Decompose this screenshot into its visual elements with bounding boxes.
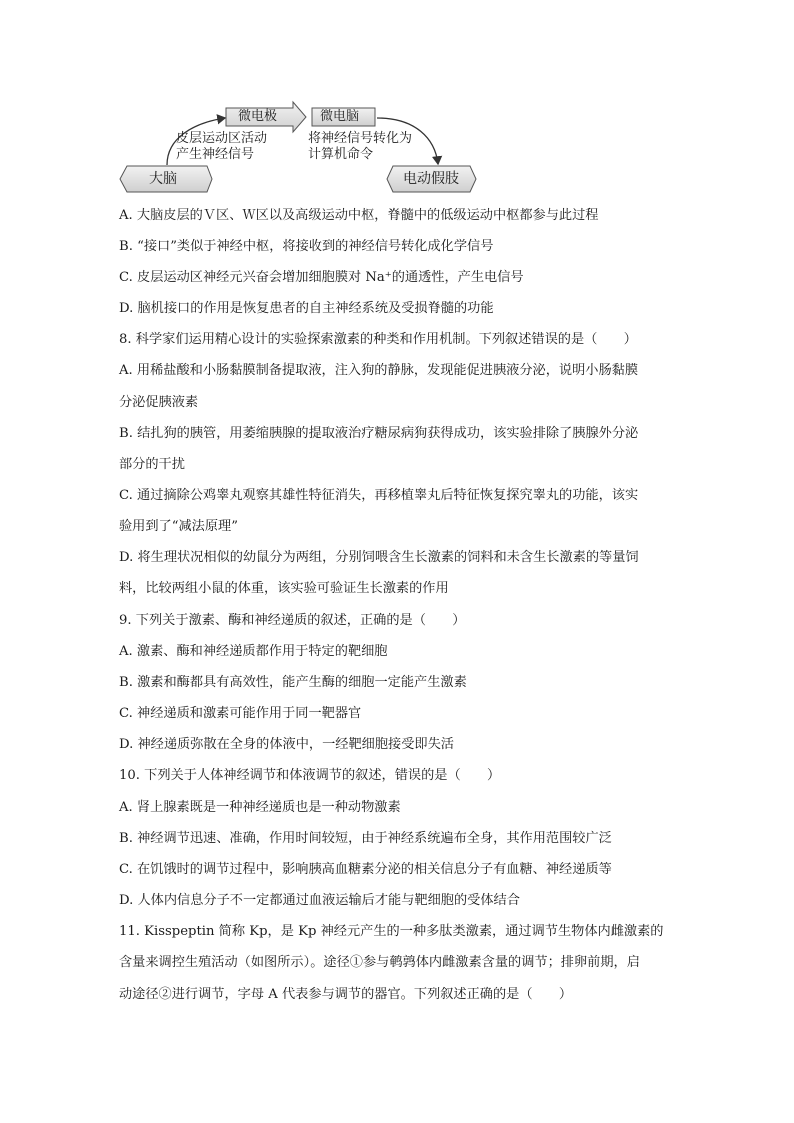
option-7c: C. 皮层运动区神经元兴奋会增加细胞膜对 Na⁺的通透性，产生电信号 [119,270,524,285]
computer-label: 微电脑 [320,109,360,124]
option-8c-line1: C. 通过摘除公鸡睾丸观察其雄性特征消失，再移植睾丸后特征恢复探究睾丸的功能，该实 [119,488,639,503]
option-10b: B. 神经调节迅速、准确，作用时间较短，由于神经系统遍布全身，其作用范围较广泛 [119,831,612,846]
question-9-stem: 9. 下列关于激素、酶和神经递质的叙述，正确的是（ ） [119,613,466,628]
option-9b: B. 激素和酶都具有高效性，能产生酶的细胞一定能产生激素 [119,675,467,690]
cortex-note-line1: 皮层运动区活动 [176,131,268,146]
option-8d-line1: D. 将生理状况相似的幼鼠分为两组，分别饲喂含生长激素的饲料和未含生长激素的等量饲 [119,550,639,565]
cortex-note-line2: 产生神经信号 [176,147,255,162]
option-8b-line1: B. 结扎狗的胰管，用萎缩胰腺的提取液治疗糖尿病狗获得成功，该实验排除了胰腺外分泌 [119,426,639,441]
option-9a: A. 激素、酶和神经递质都作用于特定的靶细胞 [119,644,388,659]
option-8a-line1: A. 用稀盐酸和小肠黏膜制备提取液，注入狗的静脉，发现能促进胰液分泌，说明小肠黏膜 [119,363,639,378]
bci-diagram [115,98,485,198]
question-11-line2: 含量来调控生殖活动（如图所示）。途径①参与鹌鹑体内雌激素含量的调节；排卵前期，启 [119,955,640,970]
option-7d: D. 脑机接口的作用是恢复患者的自主神经系统及受损脊髓的功能 [119,301,494,316]
option-7b: B. “接口”类似于神经中枢，将接收到的神经信号转化成化学信号 [119,239,494,254]
option-10d: D. 人体内信息分子不一定都通过血液运输后才能与靶细胞的受体结合 [119,893,520,908]
question-8-stem: 8. 科学家们运用精心设计的实验探索激素的种类和作用机制。下列叙述错误的是（ ） [119,332,637,347]
option-8d-line2: 料，比较两组小鼠的体重，该实验可验证生长激素的作用 [119,581,449,596]
computer-note-line1: 将神经信号转化为 [308,131,413,146]
option-8a-line2: 分泌促胰液素 [119,395,199,410]
option-8c-line2: 验用到了“减法原理” [119,519,238,534]
question-10-stem: 10. 下列关于人体神经调节和体液调节的叙述，错误的是（ ） [119,768,501,783]
option-8b-line2: 部分的干扰 [119,457,185,472]
option-9c: C. 神经递质和激素可能作用于同一靶器官 [119,706,362,721]
option-10c: C. 在饥饿时的调节过程中，影响胰高血糖素分泌的相关信息分子有血糖、神经递质等 [119,862,612,877]
brain-label: 大脑 [149,171,177,187]
question-11-line1: 11. Kisspeptin 简称 Kp，是 Kp 神经元产生的一种多肽类激素，通过调节生物体内雌激素的 [119,924,664,939]
prosthesis-label: 电动假肢 [403,171,459,187]
question-11-line3: 动途径②进行调节，字母 A 代表参与调节的器官。下列叙述正确的是（ ） [119,987,573,1002]
option-10a: A. 肾上腺素既是一种神经递质也是一种动物激素 [119,800,401,815]
option-7a: A. 大脑皮层的Ｖ区、Ｗ区以及高级运动中枢，脊髓中的低级运动中枢都参与此过程 [119,208,599,223]
option-9d: D. 神经递质弥散在全身的体液中，一经靶细胞接受即失活 [119,737,454,752]
computer-note-line2: 计算机命令 [308,147,374,162]
electrode-label: 微电极 [238,109,278,124]
